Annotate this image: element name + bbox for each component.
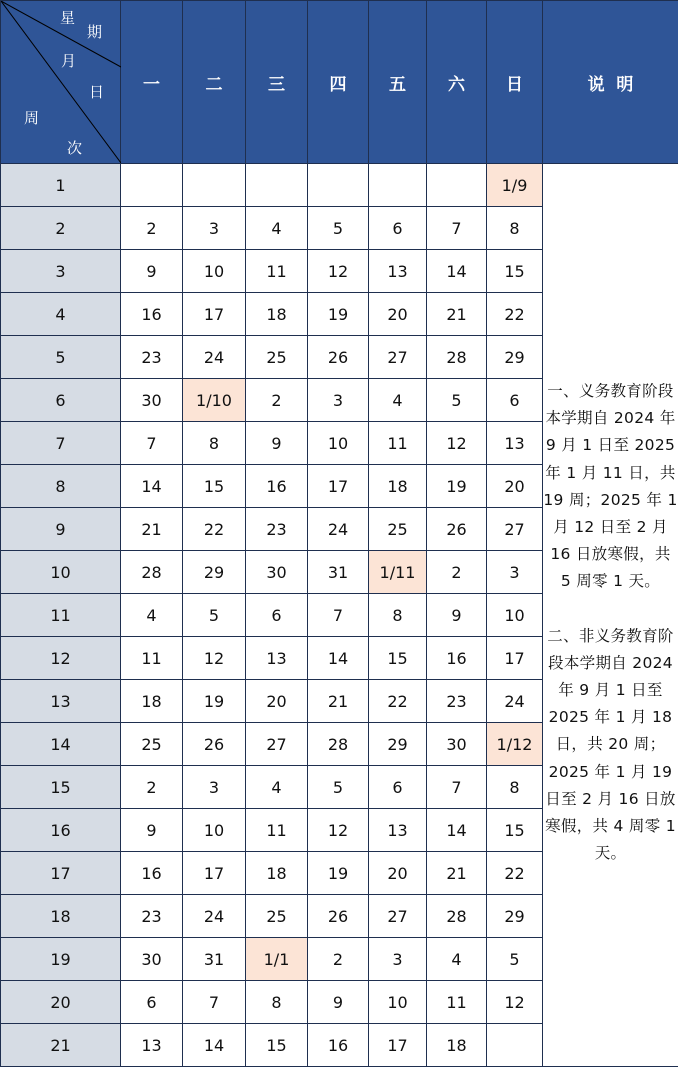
day-cell: 22 (487, 293, 543, 336)
day-cell (487, 1024, 543, 1067)
week-number: 8 (1, 465, 121, 508)
day-cell: 11 (369, 422, 427, 465)
day-cell: 24 (183, 895, 246, 938)
day-cell: 5 (427, 379, 487, 422)
day-cell: 3 (308, 379, 369, 422)
day-cell: 14 (121, 465, 183, 508)
day-cell: 29 (183, 551, 246, 594)
week-number: 19 (1, 938, 121, 981)
week-number: 14 (1, 723, 121, 766)
day-cell: 31 (308, 551, 369, 594)
day-cell: 9 (427, 594, 487, 637)
day-cell (308, 164, 369, 207)
day-cell: 6 (487, 379, 543, 422)
day-cell: 17 (369, 1024, 427, 1067)
day-cell: 28 (308, 723, 369, 766)
day-cell: 20 (369, 852, 427, 895)
day-cell: 21 (308, 680, 369, 723)
month-start-cell: 1/9 (487, 164, 543, 207)
week-number: 9 (1, 508, 121, 551)
day-cell: 26 (308, 336, 369, 379)
day-cell: 16 (308, 1024, 369, 1067)
calendar-body (1, 164, 678, 1067)
day-cell: 30 (427, 723, 487, 766)
day-cell: 8 (487, 766, 543, 809)
day-cell: 30 (246, 551, 308, 594)
day-cell: 16 (246, 465, 308, 508)
day-cell: 10 (308, 422, 369, 465)
week-number: 7 (1, 422, 121, 465)
week-number: 2 (1, 207, 121, 250)
corner-label-zhou: 周 (24, 109, 40, 127)
day-cell: 9 (121, 250, 183, 293)
month-start-cell: 1/1 (246, 938, 308, 981)
day-cell: 19 (308, 293, 369, 336)
day-cell: 28 (427, 336, 487, 379)
day-cell: 24 (183, 336, 246, 379)
day-cell: 13 (246, 637, 308, 680)
day-cell: 12 (308, 809, 369, 852)
day-cell: 7 (427, 207, 487, 250)
day-cell: 7 (308, 594, 369, 637)
day-cell: 10 (487, 594, 543, 637)
month-start-cell: 1/11 (369, 551, 427, 594)
day-cell: 30 (121, 379, 183, 422)
day-cell: 31 (183, 938, 246, 981)
day-cell: 24 (308, 508, 369, 551)
weekday-header-tue: 二 (183, 1, 246, 164)
week-row (1, 164, 678, 207)
week-number: 11 (1, 594, 121, 637)
day-cell: 25 (246, 336, 308, 379)
day-cell (427, 164, 487, 207)
day-cell: 4 (369, 379, 427, 422)
day-cell: 23 (121, 895, 183, 938)
day-cell: 14 (183, 1024, 246, 1067)
weekday-header-fri: 五 (369, 1, 427, 164)
day-cell: 2 (121, 207, 183, 250)
day-cell: 7 (427, 766, 487, 809)
day-cell: 23 (427, 680, 487, 723)
day-cell: 5 (308, 766, 369, 809)
day-cell: 25 (369, 508, 427, 551)
corner-label-ri: 日 (89, 83, 105, 101)
day-cell: 19 (427, 465, 487, 508)
day-cell: 3 (487, 551, 543, 594)
week-number: 6 (1, 379, 121, 422)
day-cell: 17 (308, 465, 369, 508)
day-cell: 6 (369, 766, 427, 809)
day-cell: 12 (427, 422, 487, 465)
day-cell: 9 (308, 981, 369, 1024)
weekday-header-thu: 四 (308, 1, 369, 164)
week-number: 17 (1, 852, 121, 895)
notes-top-cell (543, 164, 678, 207)
note-paragraph: 一、义务教育阶段本学期自 2024 年 9 月 1 日至 2025 年 1 月 11 日，共 19 周；2025 年 1 月 12 日至 2 月 16 日放寒假，共 5 周零 1 天。 (543, 382, 678, 591)
day-cell: 15 (487, 250, 543, 293)
day-cell: 12 (183, 637, 246, 680)
day-cell: 21 (427, 293, 487, 336)
week-number: 3 (1, 250, 121, 293)
day-cell: 12 (487, 981, 543, 1024)
weekday-header-mon: 一 (121, 1, 183, 164)
day-cell: 20 (246, 680, 308, 723)
day-cell: 13 (369, 809, 427, 852)
day-cell: 11 (121, 637, 183, 680)
weekday-header-sun: 日 (487, 1, 543, 164)
day-cell: 5 (183, 594, 246, 637)
weekday-header-wed: 三 (246, 1, 308, 164)
day-cell: 23 (246, 508, 308, 551)
day-cell: 25 (121, 723, 183, 766)
week-number: 12 (1, 637, 121, 680)
day-cell: 5 (487, 938, 543, 981)
day-cell: 4 (246, 766, 308, 809)
day-cell: 26 (427, 508, 487, 551)
weekday-header-sat: 六 (427, 1, 487, 164)
day-cell: 27 (246, 723, 308, 766)
day-cell (369, 164, 427, 207)
day-cell: 15 (183, 465, 246, 508)
week-number: 13 (1, 680, 121, 723)
day-cell: 20 (487, 465, 543, 508)
day-cell: 10 (183, 250, 246, 293)
day-cell: 20 (369, 293, 427, 336)
day-cell: 8 (487, 207, 543, 250)
day-cell: 22 (183, 508, 246, 551)
day-cell (246, 164, 308, 207)
day-cell: 11 (246, 809, 308, 852)
day-cell: 18 (246, 293, 308, 336)
day-cell: 29 (369, 723, 427, 766)
day-cell: 19 (183, 680, 246, 723)
day-cell: 10 (369, 981, 427, 1024)
week-number: 10 (1, 551, 121, 594)
day-cell (121, 164, 183, 207)
day-cell: 16 (121, 852, 183, 895)
corner-label-yue: 月 (61, 52, 77, 70)
week-number: 18 (1, 895, 121, 938)
day-cell: 27 (369, 336, 427, 379)
week-row (1, 207, 678, 250)
day-cell: 11 (427, 981, 487, 1024)
notes-header: 说 明 (543, 1, 678, 164)
day-cell: 28 (121, 551, 183, 594)
day-cell: 4 (121, 594, 183, 637)
day-cell: 7 (121, 422, 183, 465)
week-number: 16 (1, 809, 121, 852)
week-number: 20 (1, 981, 121, 1024)
day-cell: 11 (246, 250, 308, 293)
day-cell: 15 (487, 809, 543, 852)
day-cell: 29 (487, 336, 543, 379)
day-cell: 18 (369, 465, 427, 508)
day-cell: 18 (246, 852, 308, 895)
day-cell: 4 (427, 938, 487, 981)
day-cell: 6 (246, 594, 308, 637)
day-cell: 23 (121, 336, 183, 379)
day-cell: 18 (121, 680, 183, 723)
day-cell: 13 (369, 250, 427, 293)
day-cell: 28 (427, 895, 487, 938)
day-cell: 13 (487, 422, 543, 465)
day-cell: 12 (308, 250, 369, 293)
corner-label-qi: 期 (87, 23, 103, 41)
day-cell: 6 (369, 207, 427, 250)
day-cell: 3 (369, 938, 427, 981)
day-cell: 8 (369, 594, 427, 637)
day-cell: 14 (308, 637, 369, 680)
week-number: 15 (1, 766, 121, 809)
month-start-cell: 1/10 (183, 379, 246, 422)
day-cell: 8 (183, 422, 246, 465)
day-cell: 17 (487, 637, 543, 680)
day-cell: 3 (183, 766, 246, 809)
day-cell: 27 (369, 895, 427, 938)
day-cell: 27 (487, 508, 543, 551)
week-number: 5 (1, 336, 121, 379)
day-cell: 9 (121, 809, 183, 852)
day-cell: 22 (369, 680, 427, 723)
day-cell: 26 (308, 895, 369, 938)
day-cell: 22 (487, 852, 543, 895)
day-cell: 13 (121, 1024, 183, 1067)
week-number: 1 (1, 164, 121, 207)
corner-label-ci: 次 (67, 139, 83, 157)
day-cell: 6 (121, 981, 183, 1024)
day-cell: 21 (427, 852, 487, 895)
day-cell: 14 (427, 250, 487, 293)
day-cell: 30 (121, 938, 183, 981)
day-cell: 2 (121, 766, 183, 809)
corner-header-cell (1, 1, 121, 164)
day-cell: 25 (246, 895, 308, 938)
day-cell: 2 (427, 551, 487, 594)
day-cell: 17 (183, 293, 246, 336)
notes-cell (543, 207, 678, 1067)
day-cell: 24 (487, 680, 543, 723)
day-cell: 9 (246, 422, 308, 465)
day-cell: 7 (183, 981, 246, 1024)
week-number: 21 (1, 1024, 121, 1067)
day-cell: 14 (427, 809, 487, 852)
day-cell: 10 (183, 809, 246, 852)
day-cell: 15 (369, 637, 427, 680)
day-cell: 18 (427, 1024, 487, 1067)
corner-label-xing: 星 (60, 9, 76, 27)
day-cell: 3 (183, 207, 246, 250)
day-cell: 2 (308, 938, 369, 981)
day-cell: 2 (246, 379, 308, 422)
week-number: 4 (1, 293, 121, 336)
day-cell: 4 (246, 207, 308, 250)
day-cell: 15 (246, 1024, 308, 1067)
day-cell: 8 (246, 981, 308, 1024)
day-cell: 16 (427, 637, 487, 680)
day-cell: 21 (121, 508, 183, 551)
header-row (1, 1, 678, 164)
day-cell: 19 (308, 852, 369, 895)
day-cell (183, 164, 246, 207)
day-cell: 17 (183, 852, 246, 895)
day-cell: 29 (487, 895, 543, 938)
day-cell: 26 (183, 723, 246, 766)
month-start-cell: 1/12 (487, 723, 543, 766)
note-paragraph: 二、非义务教育阶段本学期自 2024 年 9 月 1 日至 2025 年 1 月 18 日，共 20 周；2025 年 1 月 19 日至 2 月 16 日放寒假，共 4 周零 1 天。 (545, 626, 676, 863)
day-cell: 16 (121, 293, 183, 336)
day-cell: 5 (308, 207, 369, 250)
